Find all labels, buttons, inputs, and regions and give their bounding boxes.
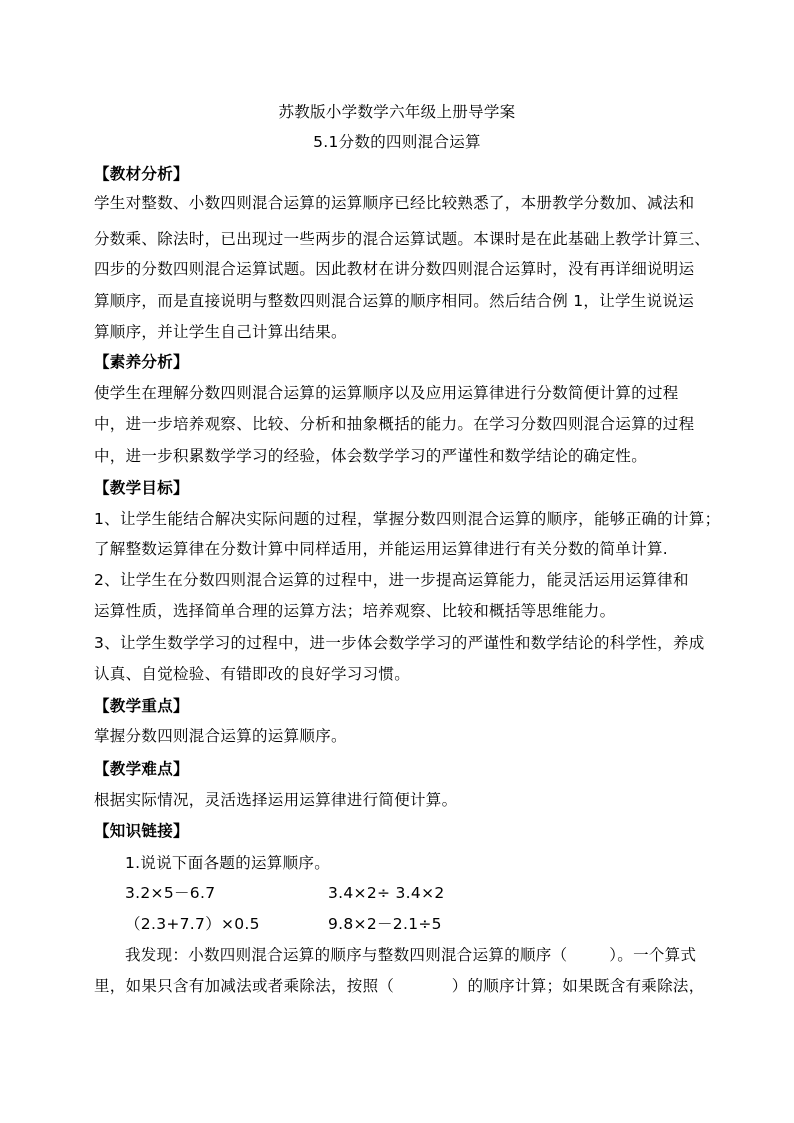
paragraph-line: 中，进一步积累数学学习的经验，体会数学学习的严谨性和数学结论的确定性。 (94, 447, 648, 465)
exercise-item: 9.8×2－2.1÷5 (328, 915, 442, 933)
paragraph-line: 算顺序，并让学生自己计算出结果。 (94, 323, 347, 341)
exercise-item: 3.4×2÷ 3.4×2 (328, 884, 445, 902)
document-title: 苏教版小学数学六年级上册导学案 (278, 103, 516, 121)
heading-knowledge-link: 【知识链接】 (94, 822, 189, 840)
heading-textbook-analysis: 【教材分析】 (94, 165, 189, 183)
paragraph-line: 算顺序，而是直接说明与整数四则混合运算的顺序相同。然后结合例 1，让学生说说运 (94, 292, 694, 310)
paragraph-line: 根据实际情况，灵活选择运用运算律进行简便计算。 (94, 791, 458, 809)
exercise-intro: 1.说说下面各题的运算顺序。 (125, 854, 330, 872)
heading-teaching-goals: 【教学目标】 (94, 479, 189, 497)
paragraph-line: 了解整数运算律在分数计算中同样适用，并能运用运算律进行有关分数的简单计算. (94, 540, 669, 558)
paragraph-line: 运算性质，选择简单合理的运算方法；培养观察、比较和概括等思维能力。 (94, 602, 616, 620)
paragraph-line: 3、让学生数学学习的过程中，进一步体会数学学习的严谨性和数学结论的科学性，养成 (94, 634, 705, 652)
exercise-item: 3.2×5－6.7 (125, 884, 216, 902)
paragraph-line: 学生对整数、小数四则混合运算的运算顺序已经比较熟悉了，本册教学分数加、减法和 (94, 194, 695, 212)
paragraph-line: 四步的分数四则混合运算试题。因此教材在讲分数四则混合运算时，没有再详细说明运 (94, 260, 695, 278)
heading-literacy-analysis: 【素养分析】 (94, 353, 189, 371)
document-subtitle: 5.1分数的四则混合运算 (313, 133, 481, 151)
exercise-item: （2.3+7.7）×0.5 (125, 915, 260, 933)
paragraph-line: 认真、自觉检验、有错即改的良好学习习惯。 (94, 665, 411, 683)
heading-difficulties: 【教学难点】 (94, 760, 189, 778)
paragraph-line: 分数乘、除法时，已出现过一些两步的混合运算试题。本课时是在此基础上教学计算三、 (94, 230, 711, 248)
paragraph-line: 我发现：小数四则混合运算的顺序与整数四则混合运算的顺序（ ）。一个算式 (125, 946, 697, 964)
paragraph-line: 中，进一步培养观察、比较、分析和抽象概括的能力。在学习分数四则混合运算的过程 (94, 415, 695, 433)
paragraph-line: 使学生在理解分数四则混合运算的运算顺序以及应用运算律进行分数简便计算的过程 (94, 384, 679, 402)
paragraph-line: 里，如果只含有加减法或者乘除法，按照（ ）的顺序计算；如果既含有乘除法， (94, 977, 705, 995)
paragraph-line: 2、让学生在分数四则混合运算的过程中，进一步提高运算能力，能灵活运用运算律和 (94, 571, 689, 589)
paragraph-line: 掌握分数四则混合运算的运算顺序。 (94, 727, 347, 745)
paragraph-line: 1、让学生能结合解决实际问题的过程，掌握分数四则混合运算的顺序，能够正确的计算； (94, 510, 721, 528)
heading-key-points: 【教学重点】 (94, 697, 189, 715)
